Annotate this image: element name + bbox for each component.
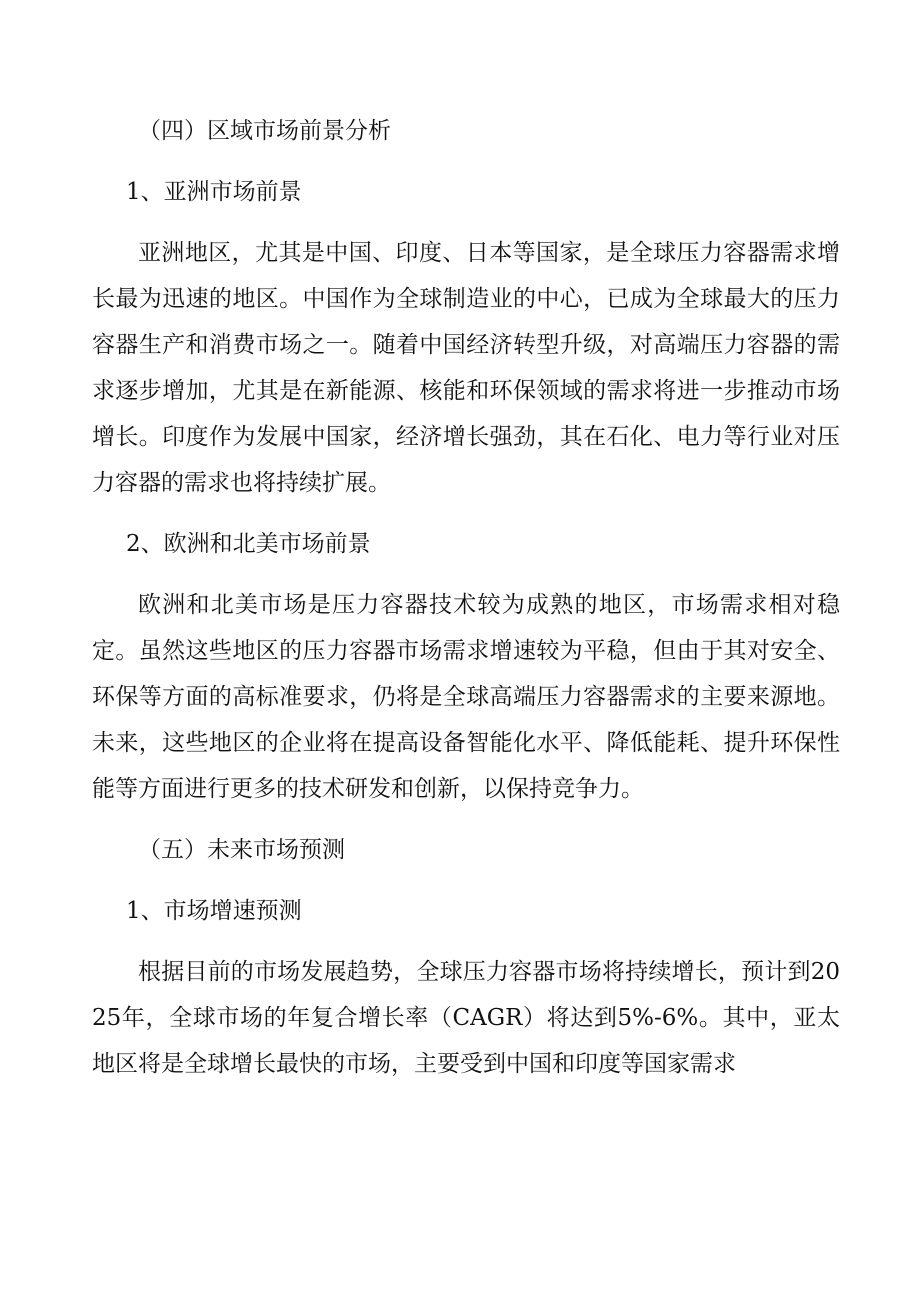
paragraph-growth-forecast: 根据目前的市场发展趋势，全球压力容器市场将持续增长，预计到2025年，全球市场的年复合增长率（CAGR）将达到5%-6%。其中，亚太地区将是全球增长最快的市场，主要受到中国和印度等国家需求 — [92, 959, 840, 1077]
paragraph-europe-north-america: 欧洲和北美市场是压力容器技术较为成熟的地区，市场需求相对稳定。虽然这些地区的压力容器市场需求增速较为平稳，但由于其对安全、环保等方面的高标准要求，仍将是全球高端压力容器需求的主要来源地。未来，这些地区的企业将在提高设备智能化水平、降低能耗、提升环保性能等方面进行更多的技术研发和创新，以保持竞争力。 — [92, 592, 840, 802]
subheading-asia-market: 1、亚洲市场前景 — [126, 179, 302, 205]
paragraph-asia-market: 亚洲地区，尤其是中国、印度、日本等国家，是全球压力容器需求增长最为迅速的地区。中国作为全球制造业的中心，已成为全球最大的压力容器生产和消费市场之一。随着中国经济转型升级，对高端压力容器的需求逐步增加，尤其是在新能源、核能和环保领域的需求将进一步推动市场增长。印度作为发展中国家，经济增长强劲，其在石化、电力等行业对压力容器的需求也将持续扩展。 — [92, 240, 840, 496]
subheading-growth-forecast: 1、市场增速预测 — [126, 898, 302, 924]
section-heading-future-forecast: （五）未来市场预测 — [138, 837, 345, 863]
subheading-europe-north-america: 2、欧洲和北美市场前景 — [126, 531, 371, 557]
section-heading-regional-outlook: （四）区域市场前景分析 — [138, 118, 391, 144]
